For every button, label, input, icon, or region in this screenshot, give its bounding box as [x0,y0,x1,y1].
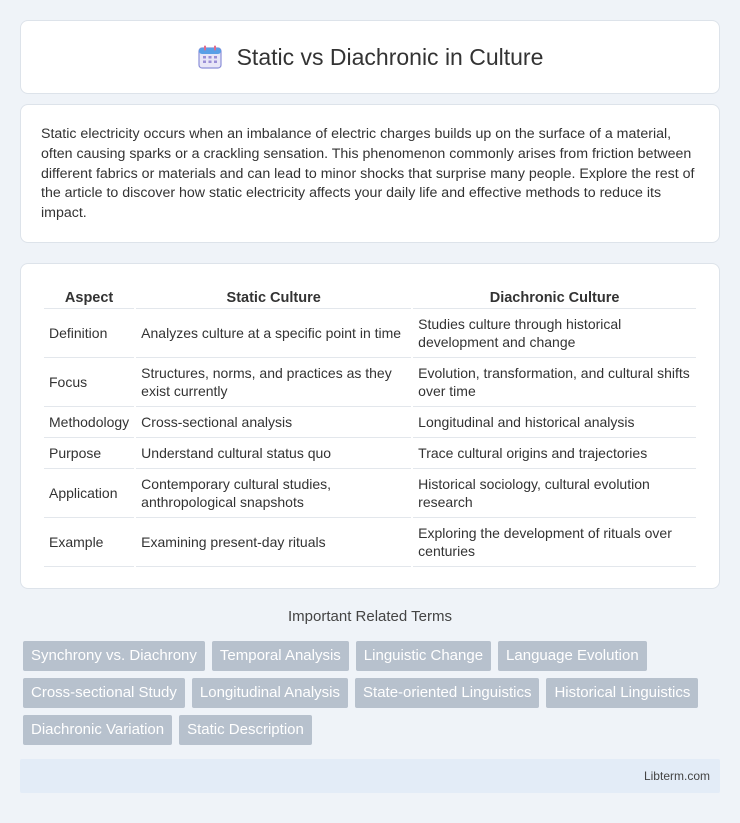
tag-synchrony-vs-diachrony[interactable]: Synchrony vs. Diachrony [23,641,205,671]
row-diachronic: Studies culture through historical development and change [413,309,696,358]
related-terms-list [23,641,723,745]
table-header-row [44,283,696,309]
intro-card [20,104,720,243]
comparison-table [42,283,698,567]
row-static: Contemporary cultural studies, anthropological snapshots [136,469,411,518]
header-aspect: Aspect [44,283,134,309]
footer [20,759,720,793]
table-row [44,518,696,567]
row-diachronic: Historical sociology, cultural evolution research [413,469,696,518]
footer-site-link[interactable]: Libterm.com [643,769,710,783]
tag-longitudinal-analysis[interactable]: Longitudinal Analysis [192,678,348,708]
row-diachronic: Trace cultural origins and trajectories [413,438,696,469]
row-diachronic: Exploring the development of rituals over centuries [413,518,696,567]
table-row [44,407,696,438]
row-static: Examining present-day rituals [136,518,411,567]
row-aspect: Definition [44,309,134,358]
row-aspect: Methodology [44,407,134,438]
row-aspect: Application [44,469,134,518]
row-static: Analyzes culture at a specific point in time [136,309,411,358]
page-title: Static vs Diachronic in Culture [236,43,544,70]
row-aspect: Focus [44,358,134,407]
tag-state-oriented-linguistics[interactable]: State-oriented Linguistics [355,678,539,708]
table-row [44,469,696,518]
row-static: Understand cultural status quo [136,438,411,469]
tag-cross-sectional-study[interactable]: Cross-sectional Study [23,678,185,708]
related-terms-title: Important Related Terms [288,608,452,625]
comparison-card [20,263,720,589]
table-row [44,438,696,469]
tag-language-evolution[interactable]: Language Evolution [498,641,647,671]
calendar-icon [197,44,223,70]
table-row [44,309,696,358]
row-static: Cross-sectional analysis [136,407,411,438]
row-aspect: Purpose [44,438,134,469]
header-card [20,20,720,94]
row-diachronic: Evolution, transformation, and cultural shifts over time [413,358,696,407]
tag-static-description[interactable]: Static Description [179,715,312,745]
tag-linguistic-change[interactable]: Linguistic Change [356,641,491,671]
row-diachronic: Longitudinal and historical analysis [413,407,696,438]
intro-paragraph: Static electricity occurs when an imbalance of electric charges builds up on the surface of a material, often causing sparks or a crackling sensation. This phenomenon commonly arises from friction between different fabrics or materials and can lead to minor shocks that surprise many people. Explore the rest of the article to discover how static electricity affects your daily life and effective methods to reduce its impact. [41,126,695,222]
table-row [44,358,696,407]
tag-temporal-analysis[interactable]: Temporal Analysis [212,641,349,671]
header-static-culture: Static Culture [136,283,411,309]
header-diachronic-culture: Diachronic Culture [413,283,696,309]
tag-historical-linguistics[interactable]: Historical Linguistics [546,678,698,708]
row-aspect: Example [44,518,134,567]
row-static: Structures, norms, and practices as they exist currently [136,358,411,407]
tag-diachronic-variation[interactable]: Diachronic Variation [23,715,172,745]
